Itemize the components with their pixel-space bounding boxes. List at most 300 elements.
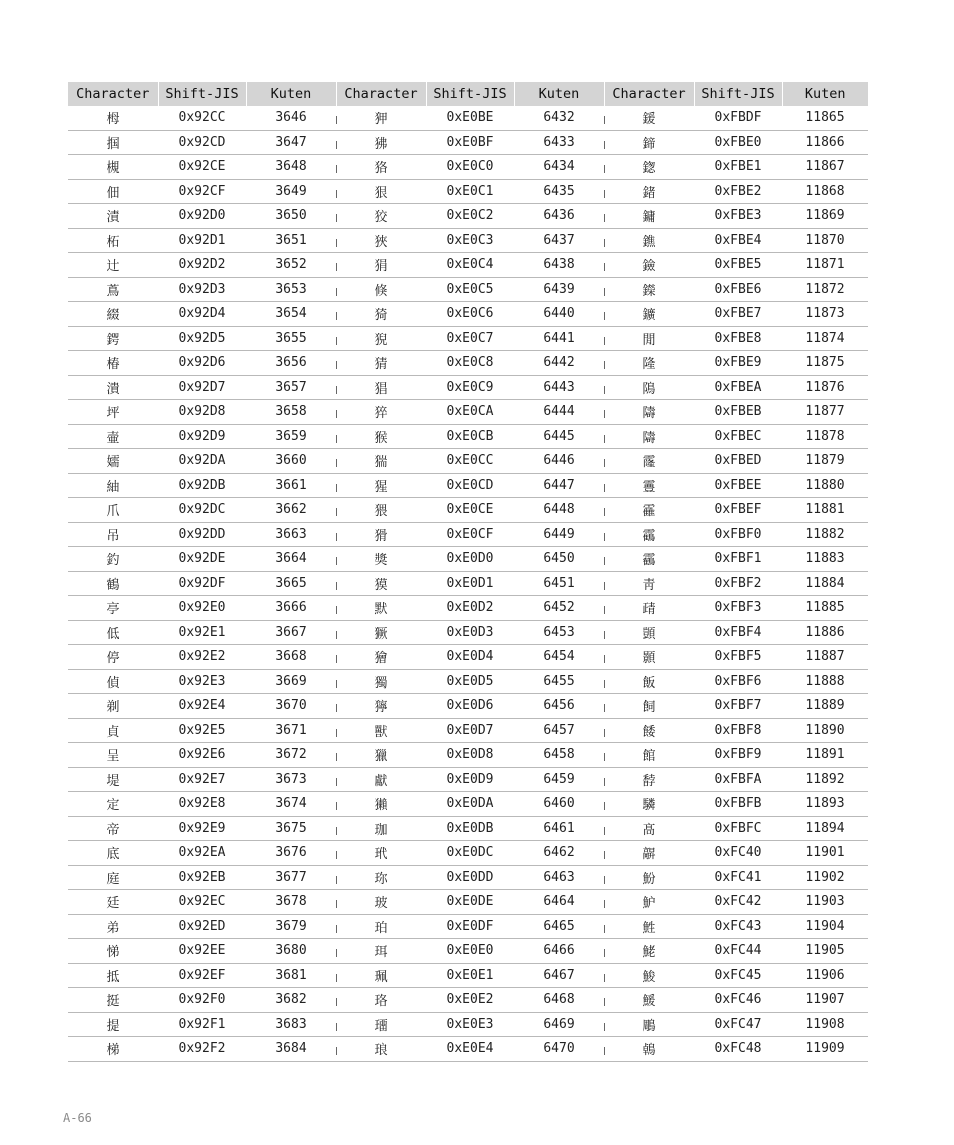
character-cell: 猖 (336, 375, 426, 400)
kuten-cell: 6435 (514, 179, 604, 204)
kuten-cell: 11880 (782, 473, 868, 498)
shift-jis-cell: 0xFBF3 (694, 596, 782, 621)
shift-jis-cell: 0x92E6 (158, 743, 246, 768)
character-cell: 猜 (336, 351, 426, 376)
character-cell: 弟 (68, 914, 158, 939)
table-row (68, 816, 868, 841)
character-cell: 魵 (604, 865, 694, 890)
kuten-cell: 6463 (514, 865, 604, 890)
table-header-row (68, 82, 868, 106)
kuten-cell: 3670 (246, 694, 336, 719)
table-row (68, 498, 868, 523)
character-cell: 玻 (336, 890, 426, 915)
character-cell: 鍗 (604, 130, 694, 155)
character-cell: 呈 (68, 743, 158, 768)
character-cell: 鮻 (604, 963, 694, 988)
character-cell: 珎 (336, 865, 426, 890)
character-cell: 鑛 (604, 302, 694, 327)
character-cell: 飯 (604, 669, 694, 694)
kuten-cell: 11908 (782, 1012, 868, 1037)
character-cell: 狎 (336, 106, 426, 130)
character-cell: 髜 (604, 841, 694, 866)
character-cell: 獺 (336, 792, 426, 817)
table-row (68, 106, 868, 130)
kuten-cell: 6446 (514, 449, 604, 474)
table-row (68, 1037, 868, 1062)
table-row (68, 792, 868, 817)
character-cell: 紬 (68, 473, 158, 498)
character-cell: 釣 (68, 547, 158, 572)
shift-jis-cell: 0x92E8 (158, 792, 246, 817)
character-cell: 猥 (336, 498, 426, 523)
shift-jis-cell: 0xE0D4 (426, 645, 514, 670)
header-character-1: Character (68, 82, 158, 106)
shift-jis-cell: 0xE0C4 (426, 253, 514, 278)
shift-jis-cell: 0xE0C1 (426, 179, 514, 204)
shift-jis-cell: 0x92D8 (158, 400, 246, 425)
shift-jis-cell: 0xFBF9 (694, 743, 782, 768)
shift-jis-cell: 0xE0E0 (426, 939, 514, 964)
shift-jis-cell: 0x92E2 (158, 645, 246, 670)
kuten-cell: 6437 (514, 228, 604, 253)
shift-jis-cell: 0x92E3 (158, 669, 246, 694)
character-cell: 狡 (336, 204, 426, 229)
kuten-cell: 11905 (782, 939, 868, 964)
kuten-cell: 3668 (246, 645, 336, 670)
shift-jis-cell: 0xFBE4 (694, 228, 782, 253)
header-kuten-2: Kuten (514, 82, 604, 106)
table-row (68, 204, 868, 229)
kuten-cell: 11887 (782, 645, 868, 670)
kuten-cell: 3646 (246, 106, 336, 130)
character-cell: 閒 (604, 326, 694, 351)
shift-jis-cell: 0xFBFB (694, 792, 782, 817)
character-cell: 掴 (68, 130, 158, 155)
character-cell: 馞 (604, 767, 694, 792)
character-cell: 鍺 (604, 179, 694, 204)
shift-jis-cell: 0xE0C9 (426, 375, 514, 400)
table-body (68, 106, 868, 1061)
kuten-cell: 6468 (514, 988, 604, 1013)
shift-jis-cell: 0x92DC (158, 498, 246, 523)
shift-jis-cell: 0xFC45 (694, 963, 782, 988)
kuten-cell: 3684 (246, 1037, 336, 1062)
shift-jis-cell: 0x92CC (158, 106, 246, 130)
kuten-cell: 6444 (514, 400, 604, 425)
character-cell: 隯 (604, 424, 694, 449)
character-cell: 獻 (336, 767, 426, 792)
kuten-cell: 11865 (782, 106, 868, 130)
character-cell: 鐱 (604, 253, 694, 278)
character-cell: 吊 (68, 522, 158, 547)
shift-jis-cell: 0xE0BE (426, 106, 514, 130)
table-row (68, 694, 868, 719)
kuten-cell: 3649 (246, 179, 336, 204)
character-cell: 定 (68, 792, 158, 817)
character-code-table (68, 82, 868, 1062)
shift-jis-cell: 0xFBF2 (694, 571, 782, 596)
kuten-cell: 6439 (514, 277, 604, 302)
table-row (68, 571, 868, 596)
kuten-cell: 6434 (514, 155, 604, 180)
character-cell: 魲 (604, 890, 694, 915)
character-cell: 琅 (336, 1037, 426, 1062)
kuten-cell: 6461 (514, 816, 604, 841)
character-cell: 鮱 (604, 939, 694, 964)
character-cell: 亭 (68, 596, 158, 621)
character-cell: 鵫 (604, 1037, 694, 1062)
shift-jis-cell: 0xFBFA (694, 767, 782, 792)
shift-jis-cell: 0xE0D5 (426, 669, 514, 694)
table-row (68, 1012, 868, 1037)
shift-jis-cell: 0x92F1 (158, 1012, 246, 1037)
character-cell: 隯 (604, 400, 694, 425)
shift-jis-cell: 0x92D0 (158, 204, 246, 229)
character-cell: 猩 (336, 473, 426, 498)
kuten-cell: 3663 (246, 522, 336, 547)
kuten-cell: 11894 (782, 816, 868, 841)
kuten-cell: 11886 (782, 620, 868, 645)
shift-jis-cell: 0xE0D1 (426, 571, 514, 596)
kuten-cell: 6470 (514, 1037, 604, 1062)
character-cell: 髙 (604, 816, 694, 841)
shift-jis-cell: 0x92D9 (158, 424, 246, 449)
character-cell: 潰 (68, 375, 158, 400)
character-cell: 靑 (604, 571, 694, 596)
shift-jis-cell: 0xE0C3 (426, 228, 514, 253)
table-row (68, 449, 868, 474)
kuten-cell: 11869 (782, 204, 868, 229)
kuten-cell: 11903 (782, 890, 868, 915)
kuten-cell: 11870 (782, 228, 868, 253)
shift-jis-cell: 0xE0CD (426, 473, 514, 498)
table-row (68, 522, 868, 547)
kuten-cell: 3679 (246, 914, 336, 939)
shift-jis-cell: 0x92D7 (158, 375, 246, 400)
character-cell: 梯 (68, 1037, 158, 1062)
character-cell: 珞 (336, 988, 426, 1013)
shift-jis-cell: 0xFBF0 (694, 522, 782, 547)
kuten-cell: 11877 (782, 400, 868, 425)
kuten-cell: 11867 (782, 155, 868, 180)
table-row (68, 473, 868, 498)
kuten-cell: 6443 (514, 375, 604, 400)
table-row (68, 253, 868, 278)
shift-jis-cell: 0xFBEB (694, 400, 782, 425)
character-cell: 狒 (336, 130, 426, 155)
kuten-cell: 6436 (514, 204, 604, 229)
shift-jis-cell: 0xFC43 (694, 914, 782, 939)
character-cell: 佃 (68, 179, 158, 204)
shift-jis-cell: 0xE0E1 (426, 963, 514, 988)
kuten-cell: 11892 (782, 767, 868, 792)
character-cell: 嬬 (68, 449, 158, 474)
kuten-cell: 3654 (246, 302, 336, 327)
kuten-cell: 3658 (246, 400, 336, 425)
kuten-cell: 6464 (514, 890, 604, 915)
character-cell: 猊 (336, 326, 426, 351)
shift-jis-cell: 0xFC48 (694, 1037, 782, 1062)
kuten-cell: 3677 (246, 865, 336, 890)
shift-jis-cell: 0xFBE9 (694, 351, 782, 376)
kuten-cell: 3650 (246, 204, 336, 229)
shift-jis-cell: 0x92E0 (158, 596, 246, 621)
character-cell: 壷 (68, 424, 158, 449)
shift-jis-cell: 0xE0C6 (426, 302, 514, 327)
character-cell: 鰀 (604, 988, 694, 1013)
character-cell: 靕 (604, 596, 694, 621)
shift-jis-cell: 0xE0D7 (426, 718, 514, 743)
shift-jis-cell: 0x92D1 (158, 228, 246, 253)
character-cell: 鑅 (604, 277, 694, 302)
kuten-cell: 3676 (246, 841, 336, 866)
shift-jis-cell: 0xE0CF (426, 522, 514, 547)
shift-jis-cell: 0x92EA (158, 841, 246, 866)
shift-jis-cell: 0xE0DB (426, 816, 514, 841)
shift-jis-cell: 0xFBF4 (694, 620, 782, 645)
character-cell: 漬 (68, 204, 158, 229)
character-cell: 靍 (604, 522, 694, 547)
kuten-cell: 3665 (246, 571, 336, 596)
shift-jis-cell: 0x92E4 (158, 694, 246, 719)
shift-jis-cell: 0xFBF7 (694, 694, 782, 719)
shift-jis-cell: 0xFBE3 (694, 204, 782, 229)
table-row (68, 767, 868, 792)
character-cell: 鮏 (604, 914, 694, 939)
kuten-cell: 6447 (514, 473, 604, 498)
character-cell: 鍯 (604, 155, 694, 180)
character-cell: 蔦 (68, 277, 158, 302)
shift-jis-cell: 0xE0E2 (426, 988, 514, 1013)
character-cell: 辻 (68, 253, 158, 278)
kuten-cell: 3647 (246, 130, 336, 155)
shift-jis-cell: 0xE0CB (426, 424, 514, 449)
shift-jis-cell: 0xFC40 (694, 841, 782, 866)
shift-jis-cell: 0xE0D6 (426, 694, 514, 719)
character-cell: 停 (68, 645, 158, 670)
character-cell: 倏 (336, 277, 426, 302)
character-cell: 坪 (68, 400, 158, 425)
kuten-cell: 11883 (782, 547, 868, 572)
kuten-cell: 3683 (246, 1012, 336, 1037)
character-cell: 鐎 (604, 228, 694, 253)
table-row (68, 155, 868, 180)
header-kuten-1: Kuten (246, 82, 336, 106)
shift-jis-cell: 0xE0DD (426, 865, 514, 890)
table-row (68, 841, 868, 866)
shift-jis-cell: 0x92D6 (158, 351, 246, 376)
kuten-cell: 3662 (246, 498, 336, 523)
kuten-cell: 11909 (782, 1037, 868, 1062)
kuten-cell: 6459 (514, 767, 604, 792)
character-cell: 柘 (68, 228, 158, 253)
shift-jis-cell: 0xE0DA (426, 792, 514, 817)
shift-jis-cell: 0x92DE (158, 547, 246, 572)
kuten-cell: 11889 (782, 694, 868, 719)
shift-jis-cell: 0xFBDF (694, 106, 782, 130)
shift-jis-cell: 0x92EF (158, 963, 246, 988)
kuten-cell: 6450 (514, 547, 604, 572)
character-cell: 帝 (68, 816, 158, 841)
character-cell: 椿 (68, 351, 158, 376)
table-row (68, 890, 868, 915)
character-cell: 猗 (336, 302, 426, 327)
shift-jis-cell: 0x92DB (158, 473, 246, 498)
kuten-cell: 3661 (246, 473, 336, 498)
shift-jis-cell: 0xFBF5 (694, 645, 782, 670)
character-cell: 狷 (336, 253, 426, 278)
table-row (68, 963, 868, 988)
kuten-cell: 3674 (246, 792, 336, 817)
kuten-cell: 3648 (246, 155, 336, 180)
character-cell: 廷 (68, 890, 158, 915)
kuten-cell: 6433 (514, 130, 604, 155)
kuten-cell: 3675 (246, 816, 336, 841)
character-cell: 剃 (68, 694, 158, 719)
kuten-cell: 11901 (782, 841, 868, 866)
kuten-cell: 11871 (782, 253, 868, 278)
character-cell: 獵 (336, 743, 426, 768)
shift-jis-cell: 0xE0D9 (426, 767, 514, 792)
shift-jis-cell: 0xE0DC (426, 841, 514, 866)
kuten-cell: 3664 (246, 547, 336, 572)
shift-jis-cell: 0xFBE6 (694, 277, 782, 302)
character-cell: 偵 (68, 669, 158, 694)
shift-jis-cell: 0x92CF (158, 179, 246, 204)
kuten-cell: 6454 (514, 645, 604, 670)
kuten-cell: 11872 (782, 277, 868, 302)
character-cell: 珮 (336, 963, 426, 988)
table-row (68, 400, 868, 425)
table-row (68, 424, 868, 449)
character-cell: 貞 (68, 718, 158, 743)
character-cell: 顥 (604, 645, 694, 670)
character-cell: 低 (68, 620, 158, 645)
kuten-cell: 6453 (514, 620, 604, 645)
shift-jis-cell: 0xFC47 (694, 1012, 782, 1037)
shift-jis-cell: 0x92D4 (158, 302, 246, 327)
header-kuten-3: Kuten (782, 82, 868, 106)
kuten-cell: 6458 (514, 743, 604, 768)
header-shift-jis-1: Shift-JIS (158, 82, 246, 106)
kuten-cell: 6448 (514, 498, 604, 523)
kuten-cell: 11868 (782, 179, 868, 204)
shift-jis-cell: 0xFBE1 (694, 155, 782, 180)
kuten-cell: 11879 (782, 449, 868, 474)
kuten-cell: 3680 (246, 939, 336, 964)
shift-jis-cell: 0xFBEC (694, 424, 782, 449)
shift-jis-cell: 0xFBED (694, 449, 782, 474)
kuten-cell: 3652 (246, 253, 336, 278)
table-row (68, 277, 868, 302)
character-cell: 狹 (336, 228, 426, 253)
kuten-cell: 3660 (246, 449, 336, 474)
kuten-cell: 6465 (514, 914, 604, 939)
kuten-cell: 6442 (514, 351, 604, 376)
shift-jis-cell: 0xFC42 (694, 890, 782, 915)
table-row (68, 669, 868, 694)
shift-jis-cell: 0x92D3 (158, 277, 246, 302)
shift-jis-cell: 0x92DD (158, 522, 246, 547)
shift-jis-cell: 0xE0C0 (426, 155, 514, 180)
shift-jis-cell: 0xFBE2 (694, 179, 782, 204)
character-cell: 猯 (336, 449, 426, 474)
kuten-cell: 11891 (782, 743, 868, 768)
shift-jis-cell: 0x92D2 (158, 253, 246, 278)
character-cell: 獸 (336, 718, 426, 743)
shift-jis-cell: 0x92D5 (158, 326, 246, 351)
character-cell: 玳 (336, 841, 426, 866)
table-row (68, 179, 868, 204)
character-cell: 槻 (68, 155, 158, 180)
table-row (68, 743, 868, 768)
character-cell: 獎 (336, 547, 426, 572)
shift-jis-cell: 0xFBEA (694, 375, 782, 400)
kuten-cell: 11875 (782, 351, 868, 376)
character-cell: 鍰 (604, 106, 694, 130)
character-cell: 猝 (336, 400, 426, 425)
character-cell: 鍔 (68, 326, 158, 351)
shift-jis-cell: 0xE0D8 (426, 743, 514, 768)
shift-jis-cell: 0xE0C2 (426, 204, 514, 229)
character-cell: 悌 (68, 939, 158, 964)
shift-jis-cell: 0xFBF8 (694, 718, 782, 743)
character-cell: 餧 (604, 718, 694, 743)
shift-jis-cell: 0xE0CA (426, 400, 514, 425)
shift-jis-cell: 0xE0DF (426, 914, 514, 939)
kuten-cell: 3653 (246, 277, 336, 302)
shift-jis-cell: 0xE0C5 (426, 277, 514, 302)
shift-jis-cell: 0x92DA (158, 449, 246, 474)
character-cell: 抵 (68, 963, 158, 988)
shift-jis-cell: 0xFBE5 (694, 253, 782, 278)
shift-jis-cell: 0xFC46 (694, 988, 782, 1013)
kuten-cell: 11890 (782, 718, 868, 743)
character-cell: 鏞 (604, 204, 694, 229)
kuten-cell: 6452 (514, 596, 604, 621)
kuten-cell: 3667 (246, 620, 336, 645)
kuten-cell: 11882 (782, 522, 868, 547)
kuten-cell: 6438 (514, 253, 604, 278)
character-cell: 驎 (604, 792, 694, 817)
kuten-cell: 11885 (782, 596, 868, 621)
character-cell: 堤 (68, 767, 158, 792)
shift-jis-cell: 0xFBE8 (694, 326, 782, 351)
shift-jis-cell: 0xE0E4 (426, 1037, 514, 1062)
table-row (68, 914, 868, 939)
shift-jis-cell: 0xFC44 (694, 939, 782, 964)
character-cell: 館 (604, 743, 694, 768)
kuten-cell: 6457 (514, 718, 604, 743)
table-row (68, 596, 868, 621)
table-row (68, 130, 868, 155)
shift-jis-cell: 0xFBE7 (694, 302, 782, 327)
kuten-cell: 3657 (246, 375, 336, 400)
character-cell: 默 (336, 596, 426, 621)
table-row (68, 351, 868, 376)
character-cell: 靃 (604, 498, 694, 523)
shift-jis-cell: 0x92F0 (158, 988, 246, 1013)
shift-jis-cell: 0xE0D2 (426, 596, 514, 621)
kuten-cell: 3655 (246, 326, 336, 351)
character-cell: 獗 (336, 620, 426, 645)
shift-jis-cell: 0x92E7 (158, 767, 246, 792)
table-row (68, 865, 868, 890)
character-cell: 霻 (604, 473, 694, 498)
kuten-cell: 6440 (514, 302, 604, 327)
kuten-cell: 6432 (514, 106, 604, 130)
kuten-cell: 11878 (782, 424, 868, 449)
